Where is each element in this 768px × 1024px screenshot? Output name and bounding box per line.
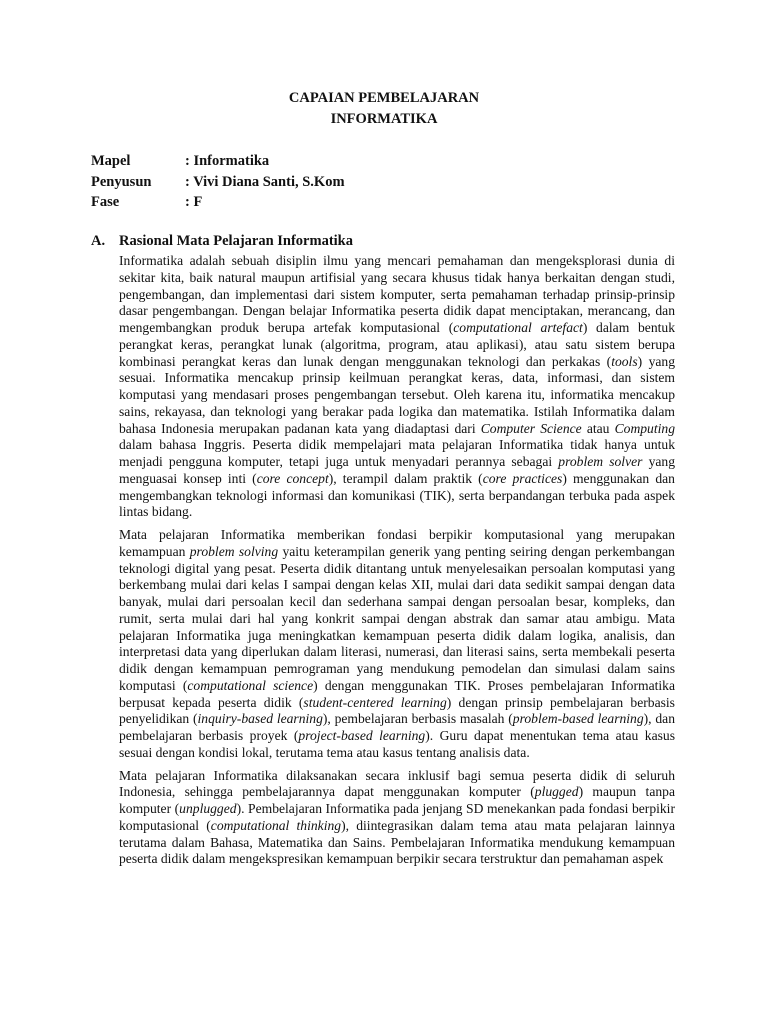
meta-row-penyusun [91,172,345,193]
meta-value: : Vivi Diana Santi, S.Kom [185,173,345,190]
section-title: Rasional Mata Pelajaran Informatika [119,233,353,249]
paragraph-3: Mata pelajaran Informatika dilaksanakan secara inklusif bagi semua peserta didik di seluruh Indonesia, sehingga pembelajarannya dapat menggunakan komputer (plugged) maupun tanpa komputer (unplugged). Pembelajaran Informatika pada jenjang SD menekankan pada fondasi berpikir komputasional (computational thinking), diintegrasikan dalam tema atau mata pelajaran lainnya terutama dalam Bahasa, Matematika dan Sains. Pembelajaran Informatika mendukung kemampuan peserta didik dalam mengekspresikan kemampuan berpikir secara terstruktur dan pemahaman aspek [119,767,675,867]
document-subtitle: INFORMATIKA [330,111,438,127]
paragraph-2: Mata pelajaran Informatika memberikan fondasi berpikir komputasional yang merupakan kemampuan problem solving yaitu keterampilan generik yang penting seiring dengan perkembangan teknologi digital yang pesat. Peserta didik ditantang untuk menyelesaikan persoalan komputasi yang berkembang mulai dari kelas I sampai dengan kelas XII, mulai dari data sedikit sampai dengan data banyak, mulai dari persoalan kecil dan sederhana sampai dengan persoalan besar, kompleks, dan rumit, serta mulai dari hal yang konkrit sampai dengan abstrak dan samar atau ambigu. Mata pelajaran Informatika juga meningkatkan kemampuan peserta didik dalam logika, analisis, dan interpretasi data yang diperlukan dalam literasi, numerasi, dan literasi sains, serta membekali peserta didik dengan kemampuan pemrograman yang mendukung pemodelan dan simulasi dalam sains komputasi (computational science) dengan menggunakan TIK. Proses pembelajaran Informatika berpusat kepada peserta didik (student-centered learning) dengan prinsip pembelajaran berbasis penyelidikan (inquiry-based learning), pembelajaran berbasis masalah (problem-based learning), dan pembelajaran berbasis proyek (project-based learning). Guru dapat menentukan tema atau kasus sesuai dengan kondisi lokal, terutama tema atau kasus tentang analisis data. [119,527,675,760]
section-heading [91,233,353,250]
document-title: CAPAIAN PEMBELAJARAN [288,90,480,106]
section-body [119,253,675,874]
meta-key: Penyusun [91,173,152,190]
meta-row-fase [91,192,345,213]
meta-row-mapel [91,151,345,172]
paragraph-1: Informatika adalah sebuah disiplin ilmu yang mencari pemahaman dan mengeksplorasi dunia di sekitar kita, baik natural maupun artifisial yang secara khusus tidak hanya berkaitan dengan studi, pengembangan, dan implementasi dari sistem komputer, serta pemahaman terhadap prinsip-prinsip dasar pengembangan. Dengan belajar Informatika peserta didik dapat menciptakan, merancang, dan mengembangkan produk berupa artefak komputasional (computational artefact) dalam bentuk perangkat keras, perangkat lunak (algoritma, program, atau aplikasi), atau satu sistem berupa kombinasi perangkat keras dan lunak dengan menggunakan teknologi dan perkakas (tools) yang sesuai. Informatika mencakup prinsip keilmuan perangkat keras, data, informasi, dan sistem komputasi yang mendasari proses pengembangan tersebut. Oleh karena itu, informatika mencakup sains, rekayasa, dan teknologi yang berakar pada logika dan matematika. Istilah Informatika dalam bahasa Indonesia merupakan padanan kata yang diadaptasi dari Computer Science atau Computing dalam bahasa Inggris. Peserta didik mempelajari mata pelajaran Informatika tidak hanya untuk menjadi pengguna komputer, tetapi juga untuk menyadari perannya sebagai problem solver yang menguasai konsep inti (core concept), terampil dalam praktik (core practices) menggunakan dan mengembangkan teknologi informasi dan komunikasi (TIK), serta berpandangan terbuka pada aspek lintas bidang. [119,253,675,520]
section-letter: A. [91,233,106,249]
meta-key: Fase [91,194,120,210]
meta-value: : F [185,194,203,210]
meta-value: : Informatika [185,153,270,169]
meta-block [91,151,345,213]
meta-key: Mapel [91,153,131,169]
